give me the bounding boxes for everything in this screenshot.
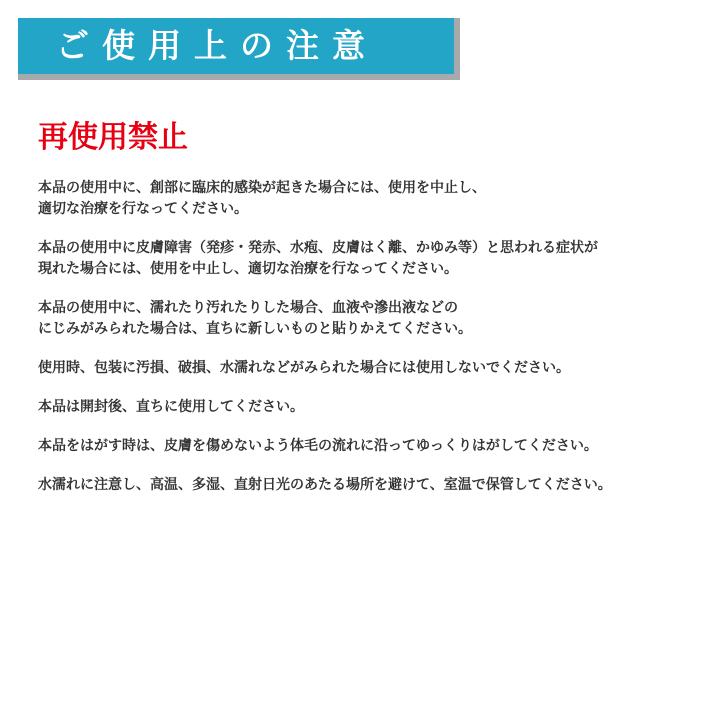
precaution-line: 使用時、包装に汚損、破損、水濡れなどがみられた場合には使用しないでください。: [38, 360, 570, 376]
title-banner: [18, 18, 460, 80]
page-title: ご使用上の注意: [56, 26, 378, 65]
precaution-use-after-opening: [38, 397, 708, 418]
precaution-line: 適切な治療を行なってください。: [38, 201, 248, 217]
precaution-line: 現れた場合には、使用を中止し、適切な治療を行なってください。: [38, 261, 458, 277]
precaution-line: 本品は開封後、直ちに使用してください。: [38, 399, 304, 415]
precaution-line: 本品をはがす時は、皮膚を傷めないよう体毛の流れに沿ってゆっくりはがしてください。: [38, 438, 598, 454]
precaution-skin-disorder: [38, 238, 708, 280]
precaution-line: にじみがみられた場合は、直ちに新しいものと貼りかえてください。: [38, 321, 472, 337]
section-heading-no-reuse: 再使用禁止: [38, 120, 188, 155]
precaution-infection: [38, 178, 708, 220]
precaution-removal: [38, 436, 708, 457]
precaution-storage: [38, 475, 708, 496]
precaution-line: 本品の使用中に、濡れたり汚れたりした場合、血液や滲出液などの: [38, 300, 458, 316]
precaution-damaged-package: [38, 358, 708, 379]
precaution-line: 本品の使用中に、創部に臨床的感染が起きた場合には、使用を中止し、: [38, 180, 486, 196]
title-banner-background: [18, 18, 454, 74]
precaution-line: 本品の使用中に皮膚障害（発疹・発赤、水疱、皮膚はく離、かゆみ等）と思われる症状が: [38, 240, 598, 256]
precaution-line: 水濡れに注意し、高温、多湿、直射日光のあたる場所を避けて、室温で保管してください。: [38, 477, 612, 493]
precaution-wet-soiled: [38, 298, 708, 340]
precautions-list: [38, 178, 708, 514]
